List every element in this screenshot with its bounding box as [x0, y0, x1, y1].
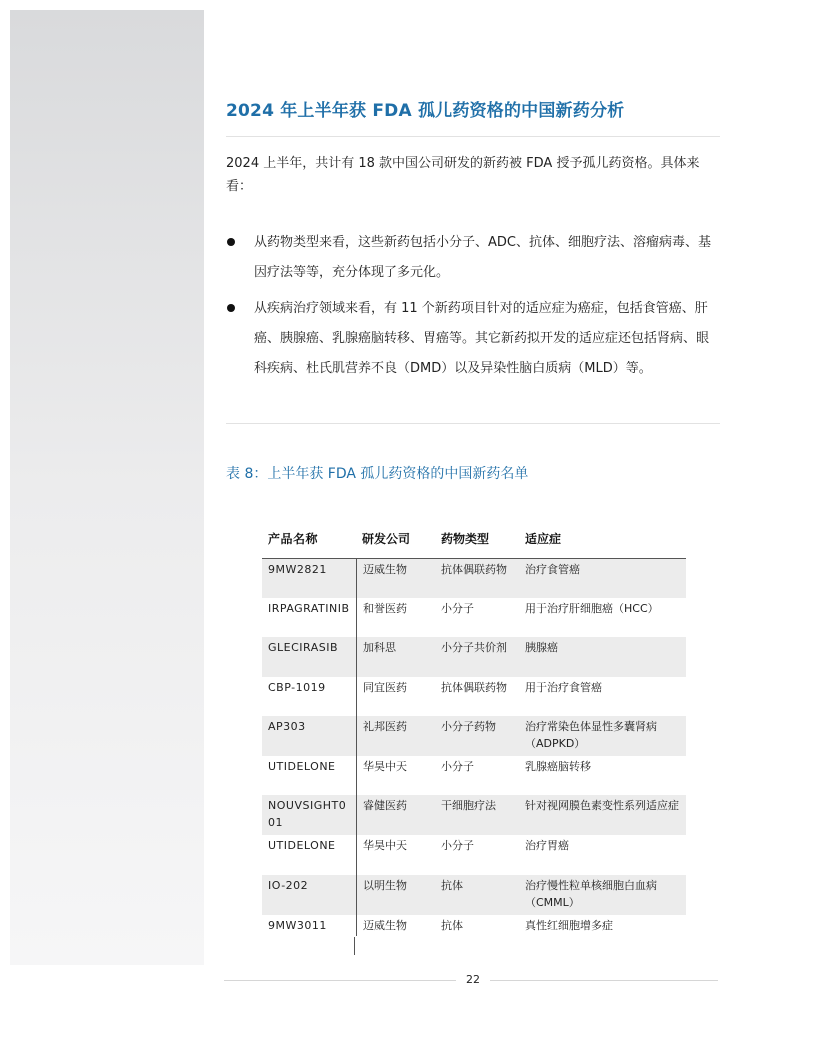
side-decoration-band [10, 10, 204, 965]
footer-rule-right [490, 980, 718, 981]
table-row [262, 835, 686, 875]
company-cell: 加科思 [356, 637, 435, 677]
type-cell: 小分子 [441, 760, 474, 773]
type-cell: 抗体偶联药物 [441, 681, 507, 694]
indication-cell: 用于治疗食管癌 [525, 681, 602, 694]
company-cell: 以明生物 [356, 875, 435, 915]
product-cell: 9MW3011 [268, 919, 327, 932]
footer-rule-left [224, 980, 456, 981]
table-row [262, 598, 686, 637]
bullet-text: 从药物类型来看，这些新药包括小分子、ADC、抗体、细胞疗法、溶瘤病毒、基因疗法等等，充分体现了多元化。 [254, 235, 711, 280]
section-title: 2024 年上半年获 FDA 孤儿药资格的中国新药分析 [226, 101, 625, 121]
intro-paragraph: 2024 上半年，共计有 18 款中国公司研发的新药被 FDA 授予孤儿药资格。具体来看： [226, 156, 700, 194]
table-header-row [262, 518, 686, 558]
table-column-divider [354, 937, 355, 955]
type-cell: 抗体 [441, 879, 463, 892]
product-cell: IO-202 [268, 879, 309, 892]
table-row [262, 559, 686, 598]
type-cell: 抗体 [441, 919, 463, 932]
company-cell: 礼邦医药 [356, 716, 435, 756]
table-row [262, 716, 686, 756]
product-cell: UTIDELONE [268, 839, 336, 852]
bullet-dot-icon [227, 304, 235, 312]
header-cell: 研发公司 [362, 531, 411, 546]
product-cell: CBP-1019 [268, 681, 326, 694]
company-cell: 华昊中天 [356, 756, 435, 795]
company-cell: 迈威生物 [356, 559, 435, 598]
company-cell: 迈威生物 [356, 915, 435, 936]
type-cell: 小分子 [441, 602, 474, 615]
indication-cell: 治疗常染色体显性多囊肾病（ADPKD） [525, 720, 657, 750]
header-cell: 产品名称 [268, 531, 319, 546]
indication-cell: 真性红细胞增多症 [525, 919, 613, 932]
type-cell: 抗体偶联药物 [441, 563, 507, 576]
indication-cell: 针对视网膜色素变性系列适应症 [525, 799, 679, 812]
drug-table [262, 518, 686, 936]
header-cell: 药物类型 [441, 531, 490, 546]
product-cell: 9MW2821 [268, 563, 327, 576]
type-cell: 小分子共价剂 [441, 641, 507, 654]
indication-cell: 治疗食管癌 [525, 563, 580, 576]
table-row [262, 756, 686, 795]
company-cell: 华昊中天 [356, 835, 435, 875]
table-row [262, 915, 686, 936]
table-row [262, 677, 686, 716]
table-row [262, 637, 686, 677]
product-cell: AP303 [268, 720, 306, 733]
company-cell: 和誉医药 [356, 598, 435, 637]
product-cell: UTIDELONE [268, 760, 336, 773]
bullet-text: 从疾病治疗领域来看，有 11 个新药项目针对的适应症为癌症，包括食管癌、肝癌、胰腺癌、乳腺癌脑转移、胃癌等。其它新药拟开发的适应症还包括肾病、眼科疾病、杜氏肌营养不良（DMD）以及异染性脑白质病（MLD）等。 [254, 301, 710, 376]
title-divider [226, 136, 720, 137]
table-row [262, 795, 686, 835]
page-number: 22 [456, 973, 490, 986]
product-cell: IRPAGRATINIB [268, 602, 350, 615]
header-cell: 适应症 [525, 531, 562, 546]
company-cell: 睿健医药 [356, 795, 435, 835]
indication-cell: 用于治疗肝细胞癌（HCC） [525, 602, 659, 615]
company-cell: 同宜医药 [356, 677, 435, 716]
indication-cell: 乳腺癌脑转移 [525, 760, 591, 773]
type-cell: 干细胞疗法 [441, 799, 496, 812]
product-cell: GLECIRASIB [268, 641, 339, 654]
section-divider [226, 423, 720, 424]
table-row [262, 875, 686, 915]
product-cell: NOUVSIGHT001 [268, 799, 347, 829]
type-cell: 小分子药物 [441, 720, 496, 733]
bullet-item [226, 228, 720, 288]
bullet-item [226, 294, 720, 384]
indication-cell: 治疗慢性粒单核细胞白血病（CMML） [525, 879, 657, 909]
type-cell: 小分子 [441, 839, 474, 852]
bullet-list [226, 228, 720, 390]
indication-cell: 治疗胃癌 [525, 839, 569, 852]
bullet-dot-icon [227, 238, 235, 246]
indication-cell: 胰腺癌 [525, 641, 558, 654]
table-caption: 表 8：上半年获 FDA 孤儿药资格的中国新药名单 [226, 466, 529, 482]
